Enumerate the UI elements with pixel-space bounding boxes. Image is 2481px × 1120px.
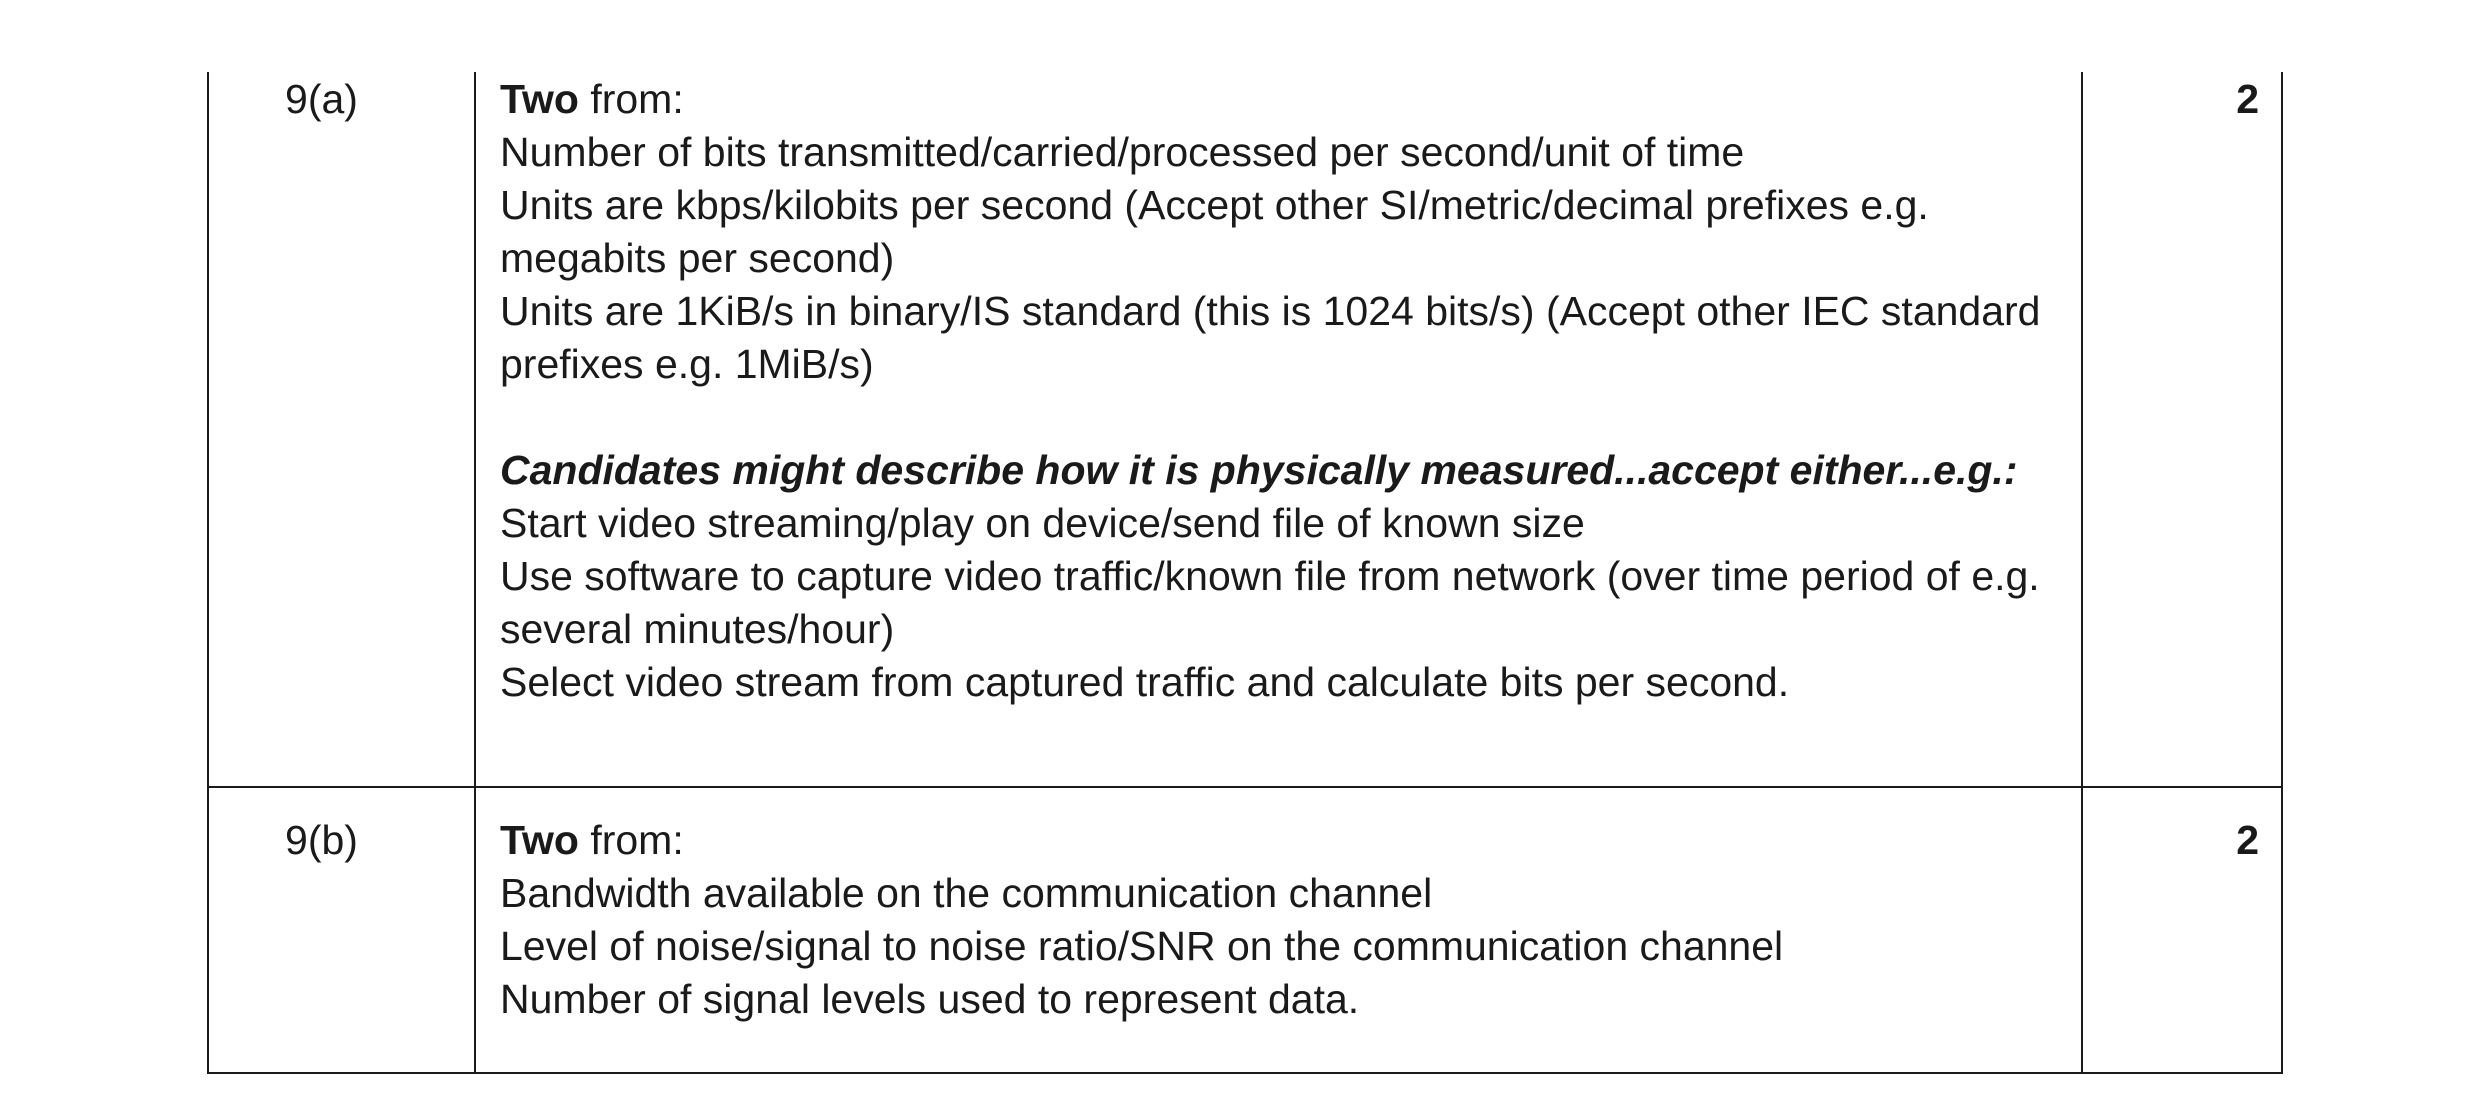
- answer-point: Number of bits transmitted/carried/processed per second/unit of time: [500, 129, 1745, 175]
- answer-point: Start video streaming/play on device/send file of known size: [500, 500, 1585, 546]
- marks-value: 2: [2082, 72, 2282, 787]
- answer-point: Units are 1KiB/s in binary/IS standard (this is 1024 bits/s) (Accept other IEC standard prefixes e.g. 1MiB/s): [500, 288, 2041, 387]
- answer-point: Use software to capture video traffic/known file from network (over time period of e.g. several minutes/hour): [500, 553, 2040, 652]
- answer-intro-rest: from:: [578, 76, 684, 122]
- table-row: [208, 72, 2282, 787]
- answer-intro: [500, 814, 2061, 867]
- marks-value: 2: [2082, 787, 2282, 1073]
- answer-cell: [475, 72, 2082, 787]
- answer-point: Number of signal levels used to represent data.: [500, 976, 1360, 1022]
- answer-intro-bold: Two: [500, 817, 579, 863]
- answer-point: Level of noise/signal to noise ratio/SNR on the communication channel: [500, 923, 1784, 969]
- answer-point: Bandwidth available on the communication channel: [500, 870, 1433, 916]
- mark-scheme-table: [207, 72, 2283, 1074]
- answer-intro-rest: from:: [578, 817, 684, 863]
- examiner-note: Candidates might describe how it is physically measured...accept either...e.g.:: [500, 447, 2018, 493]
- answer-intro: [500, 73, 2061, 126]
- question-number: 9(a): [208, 72, 475, 787]
- answer-point: Units are kbps/kilobits per second (Accept other SI/metric/decimal prefixes e.g. megabits per second): [500, 182, 1929, 281]
- question-number: 9(b): [208, 787, 475, 1073]
- answer-point: Select video stream from captured traffic and calculate bits per second.: [500, 659, 1790, 705]
- answer-intro-bold: Two: [500, 76, 579, 122]
- table-row: [208, 787, 2282, 1073]
- answer-cell: [475, 787, 2082, 1073]
